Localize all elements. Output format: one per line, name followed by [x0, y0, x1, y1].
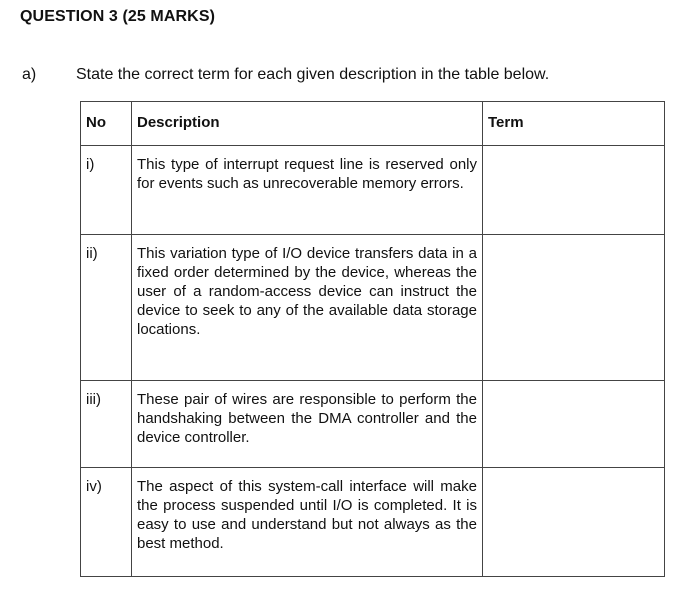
- row-term-cell[interactable]: [483, 468, 665, 577]
- table-row: [81, 146, 665, 235]
- row-description-cell: This variation type of I/O device transfers data in a fixed order determined by the device, whereas the user of a random-access device can instruct the device to seek to any of the available data storage locations.: [132, 235, 483, 381]
- table-row: [81, 381, 665, 468]
- row-term-cell[interactable]: [483, 146, 665, 235]
- row-number-cell: ii): [81, 235, 132, 381]
- row-number-cell: iv): [81, 468, 132, 577]
- row-term-cell[interactable]: [483, 381, 665, 468]
- table-header-row: [81, 102, 665, 146]
- row-description-cell: The aspect of this system-call interface will make the process suspended until I/O is completed. It is easy to use and understand but not always as the best method.: [132, 468, 483, 577]
- row-term-cell[interactable]: [483, 235, 665, 381]
- table-row: [81, 468, 665, 577]
- part-label: a): [22, 66, 37, 83]
- row-description-cell: These pair of wires are responsible to perform the handshaking between the DMA controller and the device controller.: [132, 381, 483, 468]
- header-term: Term: [483, 102, 665, 146]
- row-description-cell: This type of interrupt request line is reserved only for events such as unrecoverable memory errors.: [132, 146, 483, 235]
- instruction-text: State the correct term for each given description in the table below.: [76, 66, 550, 83]
- question-heading: QUESTION 3 (25 MARKS): [20, 8, 216, 25]
- row-number-cell: iii): [81, 381, 132, 468]
- header-description: Description: [132, 102, 483, 146]
- terms-table: [80, 101, 665, 577]
- table-row: [81, 235, 665, 381]
- header-no: No: [81, 102, 132, 146]
- row-number-cell: i): [81, 146, 132, 235]
